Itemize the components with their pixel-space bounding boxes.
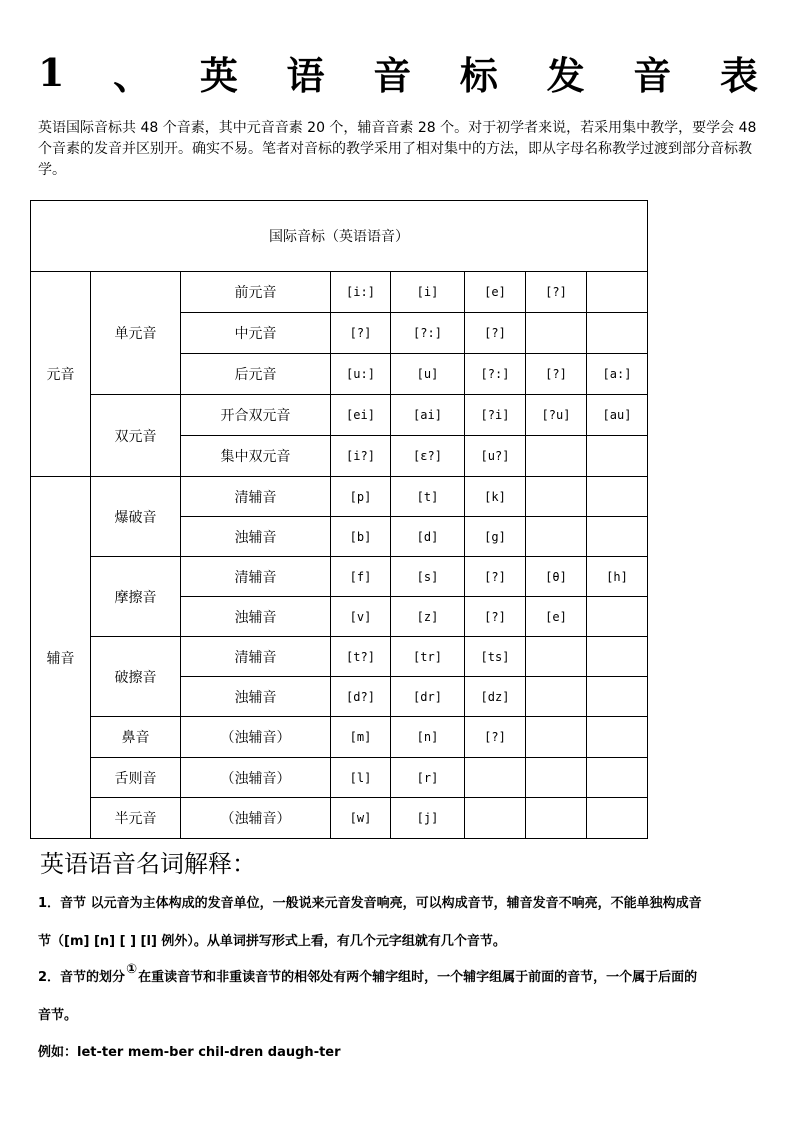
phoneme-cell: [e] [526,597,587,637]
phoneme-cell [526,436,587,477]
item-2-prefix: 2．音节的划分 [38,970,126,985]
phoneme-cell: [?i] [465,395,526,436]
title-char: 发 [546,52,585,98]
phoneme-cell [587,436,648,477]
phoneme-cell: [n] [391,717,465,758]
footnote-mark: ① [126,962,138,977]
phoneme-cell [465,798,526,839]
phoneme-cell: [?u] [526,395,587,436]
phoneme-cell: [v] [331,597,391,637]
page-title [38,46,758,98]
row-sub-label: 集中双元音 [181,436,331,477]
row-sub-label: 浊辅音 [181,597,331,637]
row-sub-label: 前元音 [181,272,331,313]
phoneme-cell: [t] [391,477,465,517]
phoneme-cell: [ai] [391,395,465,436]
semivowel-label: 半元音 [91,798,181,839]
glossary-item-2-line-1 [38,962,762,985]
phoneme-cell [526,517,587,557]
phoneme-cell: [?] [331,313,391,354]
row-sub-label: 浊辅音 [181,517,331,557]
glossary-item-1-line-1: 1．音节 以元音为主体构成的发音单位，一般说来元音发音响亮，可以构成音节，辅音发音不响亮，不能单独构成音 [38,896,702,911]
row-sub-label: 浊辅音 [181,677,331,717]
phoneme-cell: [i?] [331,436,391,477]
phoneme-cell: [d] [391,517,465,557]
phoneme-cell: [u] [391,354,465,395]
phoneme-cell: [dz] [465,677,526,717]
row-sub-label: 清辅音 [181,637,331,677]
mono-vowel-label: 单元音 [91,272,181,395]
phoneme-cell [526,758,587,798]
item-2-text: 在重读音节和非重读音节的相邻处有两个辅字组时，一个辅字组属于前面的音节，一个属于后面的 [138,970,698,985]
affricate-label: 破擦音 [91,637,181,717]
glossary-item-2-line-2: 音节。 [38,1008,78,1023]
row-sub-label: 中元音 [181,313,331,354]
phoneme-cell: [ts] [465,637,526,677]
phoneme-cell: [u:] [331,354,391,395]
row-sub-label: 清辅音 [181,557,331,597]
phoneme-cell [587,517,648,557]
phoneme-cell [587,758,648,798]
title-char: 标 [459,52,498,98]
intro-paragraph: 英语国际音标共 48 个音素，其中元音音素 20 个，辅音音素 28 个。对于初学者来说，若采用集中教学，要学会 48 个音素的发音并区别开。确实不易。笔者对音标的教学采用了相对集中的方法，即从字母名称教学过渡到部分音标教学。 [38,120,757,178]
phoneme-cell: [d?] [331,677,391,717]
glossary-example: 例如：let-ter mem-ber chil-dren daugh-ter [38,1045,341,1060]
phoneme-cell: [u?] [465,436,526,477]
phoneme-cell: [z] [391,597,465,637]
phoneme-cell [526,677,587,717]
phoneme-cell [587,272,648,313]
consonant-label: 辅音 [31,477,91,839]
phoneme-cell: [tr] [391,637,465,677]
phoneme-cell: [i] [391,272,465,313]
ipa-table [30,200,648,839]
phoneme-cell: [e] [465,272,526,313]
phoneme-cell: [dr] [391,677,465,717]
phoneme-cell: [h] [587,557,648,597]
phoneme-cell [526,798,587,839]
phoneme-cell: [?] [526,354,587,395]
phoneme-cell: [θ] [526,557,587,597]
phoneme-cell [587,717,648,758]
title-char: 音 [633,52,672,98]
phoneme-cell [587,798,648,839]
phoneme-cell: [s] [391,557,465,597]
phoneme-cell [587,677,648,717]
phoneme-cell: [a:] [587,354,648,395]
phoneme-cell [526,313,587,354]
phoneme-cell [587,313,648,354]
row-sub-label: 清辅音 [181,477,331,517]
title-char: 语 [286,52,325,98]
phoneme-cell: [ei] [331,395,391,436]
glossary-title: 英语语音名词解释： [40,850,256,878]
table-header: 国际音标（英语语音） [31,201,648,272]
title-char: 英 [199,52,238,98]
diphthong-label: 双元音 [91,395,181,477]
row-sub-label: （浊辅音） [181,717,331,758]
phoneme-cell: [?:] [391,313,465,354]
title-char: 、 [113,52,152,98]
row-sub-label: （浊辅音） [181,798,331,839]
row-sub-label: （浊辅音） [181,758,331,798]
phoneme-cell: [?] [465,557,526,597]
phoneme-cell: [w] [331,798,391,839]
phoneme-cell: [j] [391,798,465,839]
phoneme-cell [465,758,526,798]
phoneme-cell: [?] [465,717,526,758]
phoneme-cell: [l] [331,758,391,798]
phoneme-cell: [t?] [331,637,391,677]
phoneme-cell: [?] [465,597,526,637]
phoneme-cell: [f] [331,557,391,597]
phoneme-cell: [k] [465,477,526,517]
phoneme-cell [587,597,648,637]
phoneme-cell [526,477,587,517]
phoneme-cell [526,637,587,677]
phoneme-cell: [au] [587,395,648,436]
phoneme-cell [526,717,587,758]
phoneme-cell: [p] [331,477,391,517]
phoneme-cell: [r] [391,758,465,798]
row-sub-label: 开合双元音 [181,395,331,436]
phoneme-cell [587,637,648,677]
plosive-label: 爆破音 [91,477,181,557]
title-char: 1 [38,49,65,95]
vowel-label: 元音 [31,272,91,477]
row-sub-label: 后元音 [181,354,331,395]
phoneme-cell: [b] [331,517,391,557]
title-char: 表 [719,52,758,98]
phoneme-cell: [i:] [331,272,391,313]
phoneme-cell: [ɛ?] [391,436,465,477]
phoneme-cell: [?] [526,272,587,313]
lateral-label: 舌则音 [91,758,181,798]
glossary-item-1-line-2: 节（[m] [n] [ ] [l] 例外）。从单词拼写形式上看，有几个元字组就有几个音节。 [38,934,506,949]
phoneme-cell: [m] [331,717,391,758]
fricative-label: 摩擦音 [91,557,181,637]
phoneme-cell: [?] [465,313,526,354]
phoneme-cell [587,477,648,517]
nasal-label: 鼻音 [91,717,181,758]
title-char: 音 [373,52,412,98]
phoneme-cell: [g] [465,517,526,557]
phoneme-cell: [?:] [465,354,526,395]
